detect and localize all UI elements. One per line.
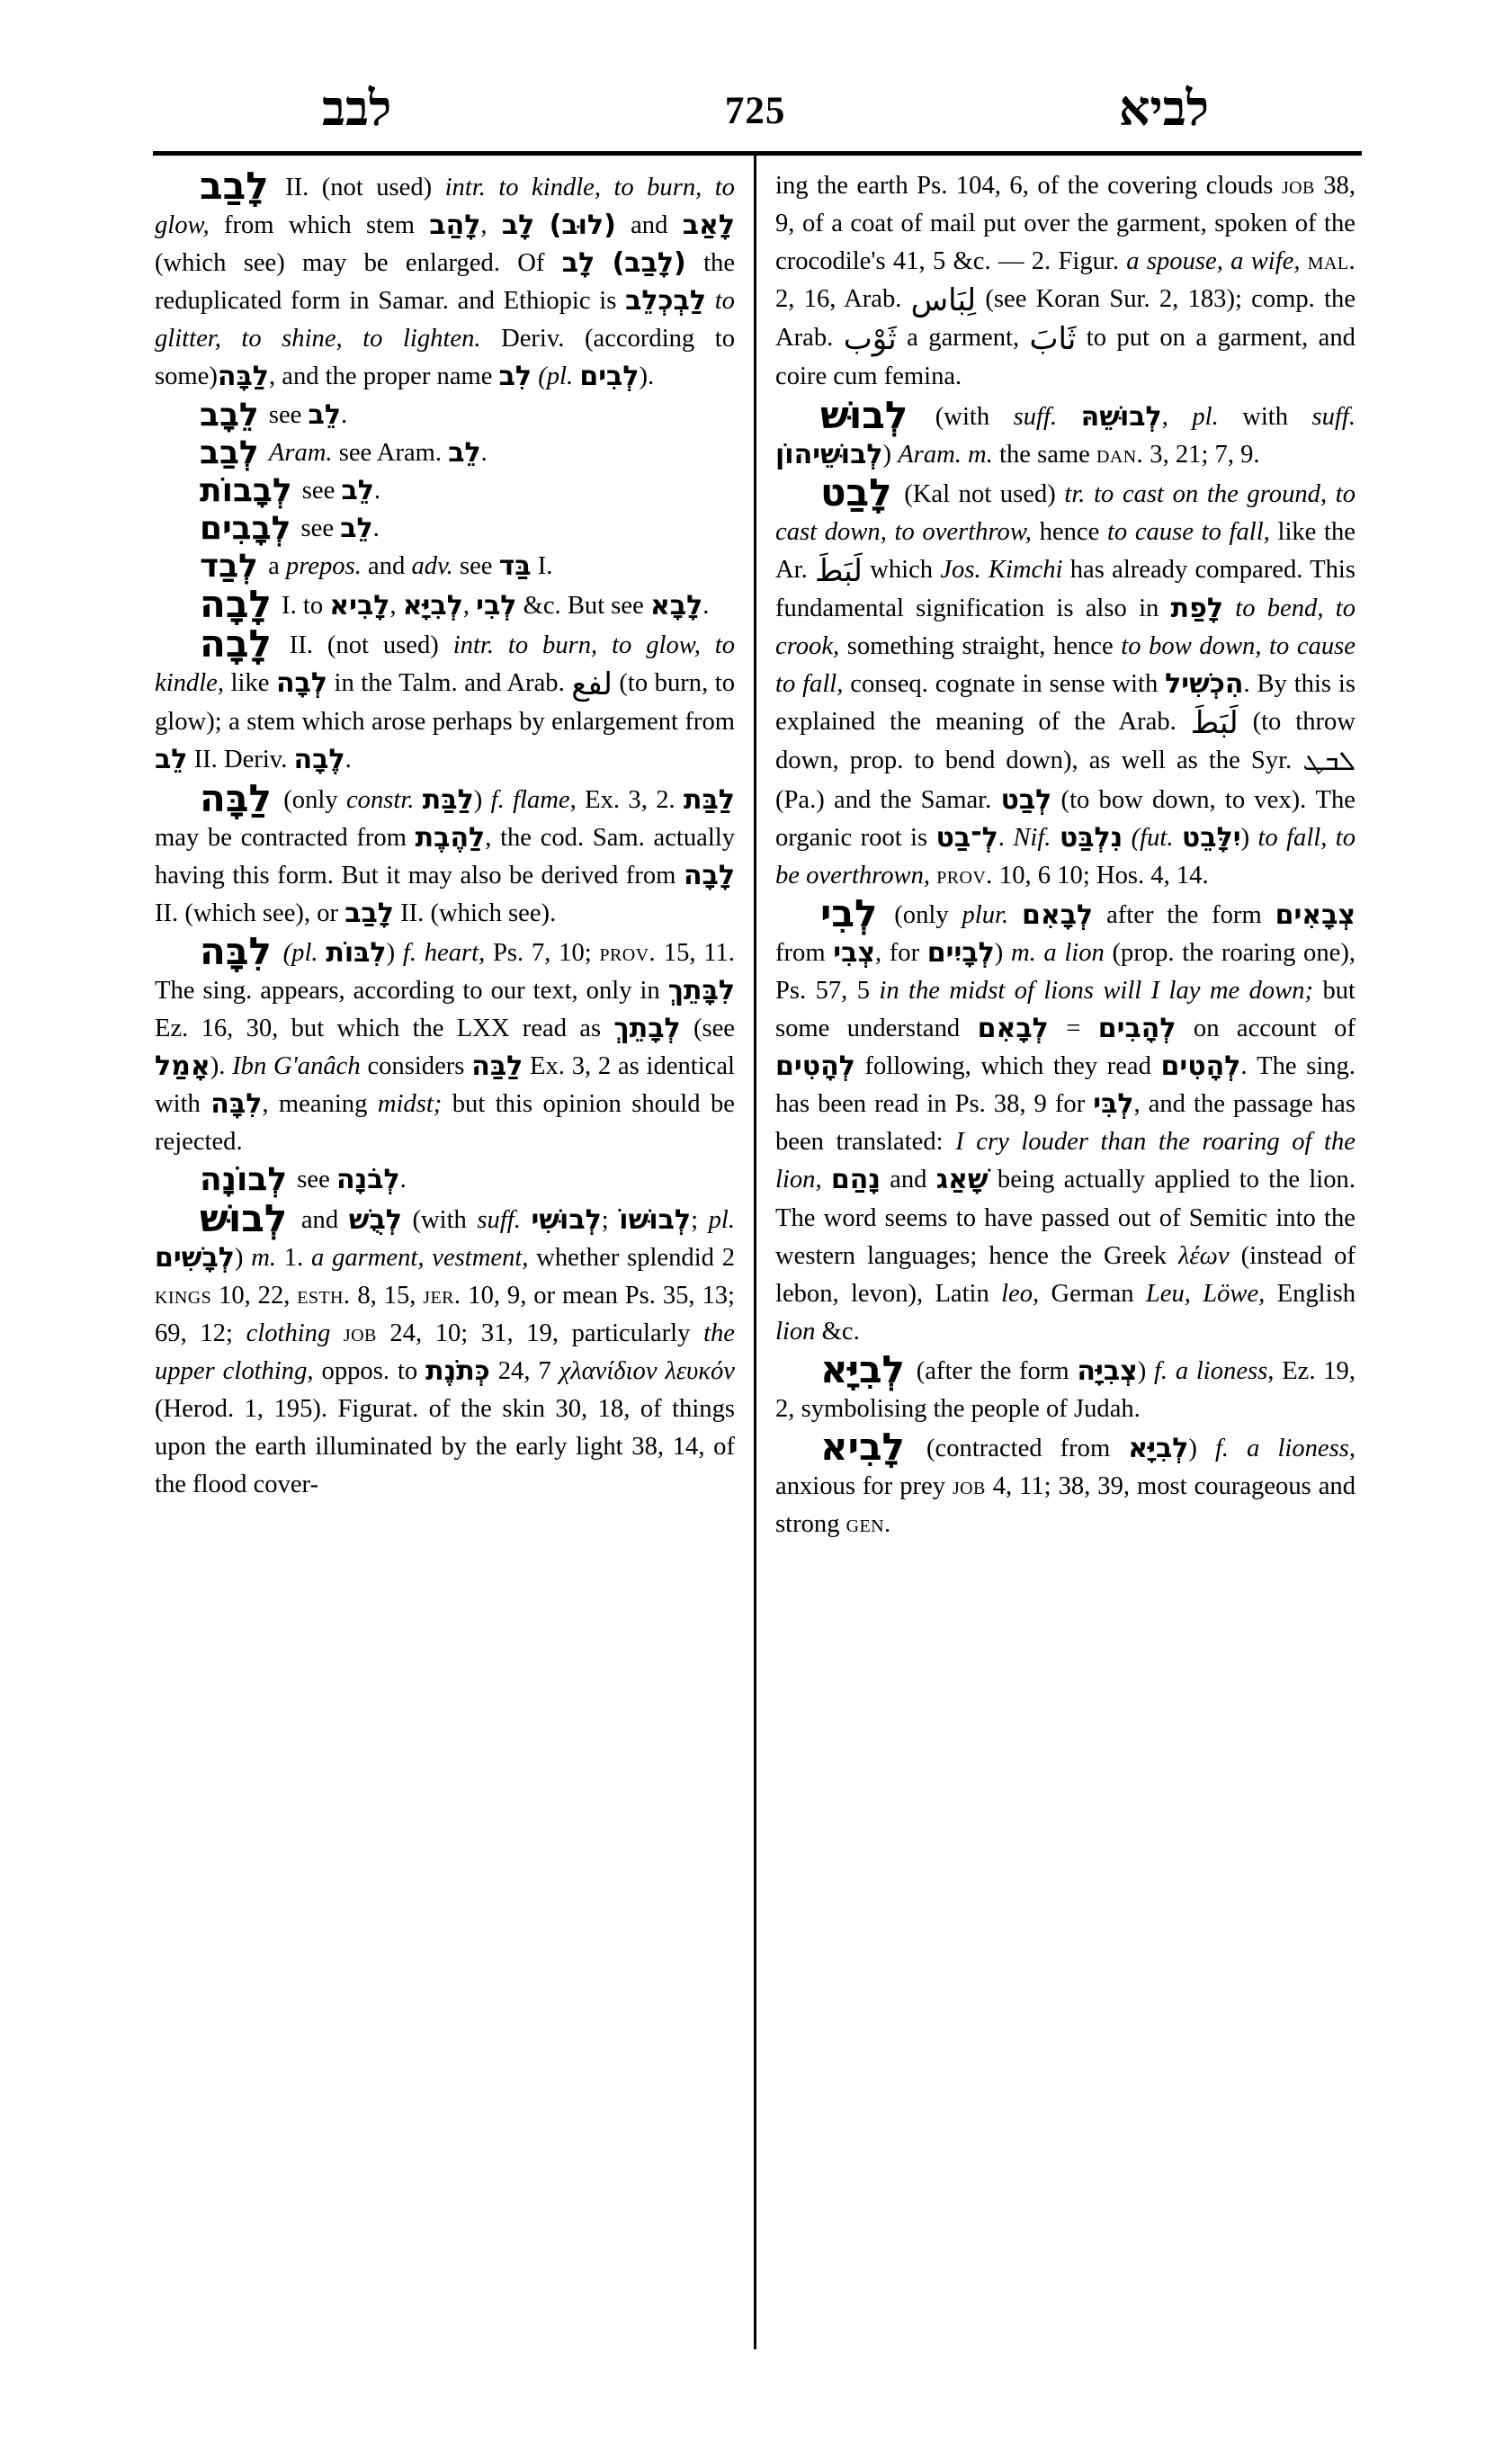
syriac-lbt: ܠܒܛ: [1302, 746, 1355, 778]
entry-text: Ez. 16, 30, but which the LXX read as: [155, 1015, 602, 1043]
arabic-labata: لَبَطَ: [815, 552, 863, 589]
hebrew-libbot: לִבּוֹת: [326, 936, 387, 969]
entry-gloss: to cause to fall,: [1106, 517, 1270, 546]
see-label: see: [300, 514, 335, 542]
entry-text: from which stem: [223, 211, 416, 240]
hebrew-labbah: לַבָּה: [217, 361, 269, 393]
see-label: see: [301, 476, 336, 505]
hebrew-labbat: לַבַּת: [422, 783, 474, 816]
hebrew-tsebaim: צְבָאִים: [1275, 899, 1356, 931]
arabic-thaba: ثَابَ: [1029, 321, 1077, 358]
entry-gloss: m. a lion: [1010, 938, 1105, 967]
entry-lebab-see: [155, 397, 735, 434]
entry-lebabot: [155, 472, 735, 510]
period: .: [373, 476, 381, 505]
entry-text: Ez. 19, 2, symbolising the people of Judah.: [775, 1356, 1355, 1423]
period: .: [702, 592, 710, 621]
lemma-lebiya: לְבִיָּא: [820, 1346, 905, 1391]
entry-text: 38, 9, of a coat of mail put over the garment, spoken of the crocodile's 41, 5 &c. — 2. Figur.: [775, 172, 1355, 276]
entry-text: (to throw down, prop. to bend down), as well as the Syr.: [775, 708, 1355, 775]
german-word: Leu, Löwe,: [1145, 1279, 1266, 1308]
entry-text: to: [302, 592, 324, 621]
latin-word: leo,: [1001, 1279, 1040, 1308]
entry-text: 10, 6 10; Hos. 4, 14.: [998, 861, 1209, 890]
lemma-lebush: לְבוּשׁ: [200, 1195, 288, 1240]
entry-text: but some understand: [775, 976, 1355, 1043]
greek-chlanidion: χλανίδιον λευκόν: [559, 1356, 735, 1385]
entry-labat: [775, 469, 1356, 895]
entry-text: and: [300, 1205, 339, 1234]
hebrew-labi: לָבִיא: [329, 590, 390, 622]
entry-text: (which see), or: [184, 899, 339, 927]
entry-gloss: to fall, to be overthrown,: [775, 823, 1356, 890]
period: .: [399, 1166, 407, 1194]
entry-lebad: [155, 548, 735, 586]
hebrew-lebiya: לְבִיָּא: [402, 590, 463, 622]
lemma-lebabot: לְבָבוֹת: [200, 471, 292, 509]
entry-gloss: f. a lioness,: [1153, 1356, 1275, 1385]
lemma-lebonah: לְבוֹנָה: [200, 1161, 288, 1199]
column-divider: [754, 155, 756, 2349]
entry-text: ).: [639, 362, 655, 391]
entry-text: (not used): [321, 174, 433, 201]
entry-gloss: to bend, to crook,: [775, 595, 1356, 661]
grammar-label: plur.: [962, 900, 1009, 929]
entry-text: (only: [894, 900, 949, 929]
see-label: see Aram.: [338, 438, 443, 467]
paren: ): [1188, 1435, 1197, 1463]
entry-lebonah: [155, 1161, 735, 1199]
entry-gloss: I cry louder than the roaring of the lion,: [775, 1128, 1355, 1194]
entry-text: in the Talm. and Arab.: [334, 669, 565, 698]
grammar-label: suff.: [1013, 402, 1058, 431]
cross-reference-target: לֵב: [448, 436, 481, 469]
entry-text: ing the earth Ps. 104, 6, of the covering clouds: [775, 172, 1274, 200]
entry-text: the same: [999, 440, 1090, 469]
lemma-lebabim: לְבָבִים: [200, 509, 291, 547]
entry-text: (pl.: [282, 938, 318, 967]
lemma-labab-II: לָבַב: [200, 164, 269, 208]
entry-text: something straight, hence: [846, 632, 1114, 661]
paren: ): [386, 938, 396, 967]
hebrew-labbat2: לַבַּת: [684, 783, 735, 816]
hebrew-lebah: לְבָה: [275, 667, 327, 700]
hebrew-lebaim: לְבָאִם: [1022, 899, 1094, 931]
entry-text: (contracted from: [926, 1435, 1111, 1463]
cross-reference-target: לֵב: [341, 474, 374, 506]
entry-text: 24, 7: [497, 1356, 551, 1385]
arabic-thawb: ثَوْب: [843, 321, 897, 358]
author-name: Ibn G'anâch: [232, 1052, 361, 1081]
entry-text: , and the proper name: [268, 362, 493, 391]
entry-text: (after the form: [916, 1356, 1069, 1385]
citation-book: job: [343, 1319, 377, 1347]
hebrew-libbah2: לִבָּה: [210, 1088, 263, 1121]
entry-text: conseq. cognate in sense with: [850, 670, 1159, 699]
entry-text: after the form: [1106, 900, 1262, 929]
entry-text: 15, 11. The sing. appears, according to our text, only in: [155, 938, 735, 1005]
entry-gloss: tr. to cast on the ground, to cast down, to overthrow,: [775, 479, 1355, 546]
hebrew-labab: לָבַב: [344, 897, 394, 929]
entry-text: may be contracted from: [155, 823, 407, 852]
hebrew-lebatek: לְבָתֵךְ: [613, 1013, 681, 1045]
hebrew-labkelab: לַבְכְלֵב: [625, 285, 706, 317]
conjugation-label: Nif.: [1013, 823, 1051, 852]
entry-roman: II.: [193, 746, 218, 774]
entry-text: and: [631, 211, 668, 240]
entry-gloss: clothing: [246, 1319, 331, 1347]
hebrew-lebah-deriv: לֶבָה: [293, 744, 345, 776]
comma: ,: [1161, 402, 1168, 431]
period: .: [340, 400, 348, 429]
lemma-lebi: לְבִי: [820, 890, 878, 935]
entry-text: Ex. 3, 2.: [585, 785, 675, 814]
comma: ,: [389, 592, 397, 621]
hebrew-tsebi: צְבִי: [833, 936, 875, 969]
entry-gloss: f. a lioness,: [1214, 1435, 1356, 1463]
entry-text: Ps. 7, 10;: [493, 938, 592, 967]
entry-text: ).: [210, 1052, 226, 1081]
entry-text: a garment,: [907, 324, 1020, 353]
entry-text: 3, 21; 7, 9.: [1150, 440, 1260, 469]
entry-text: hence: [1039, 517, 1100, 546]
entry-text: considers: [367, 1052, 465, 1081]
left-column: [155, 164, 736, 1504]
period: .: [998, 823, 1005, 852]
hebrew-lebushi: לְבוּשִׁי: [531, 1203, 602, 1236]
entry-gloss: a spouse, a wife,: [1126, 247, 1301, 276]
arabic-labata2: لَبَطَ: [1190, 705, 1239, 742]
paren: ): [473, 785, 483, 814]
entry-gloss: in the midst of lions will I lay me down;: [879, 976, 1314, 1005]
cross-reference-target: לְבֹנָה: [336, 1164, 400, 1196]
entry-text: (not used): [327, 631, 439, 660]
grammar-label: pl.: [708, 1205, 735, 1234]
comma: ,: [462, 592, 470, 621]
lemma-labbah: לַבָּה: [200, 775, 272, 820]
entry-text: German: [1051, 1279, 1134, 1308]
entry-text: . The sing. has been read in Ps. 38, 9 for: [775, 1052, 1356, 1119]
header-rule: [153, 151, 1362, 156]
lemma-libbah: לִבָּה: [200, 928, 272, 973]
entry-gloss: midst;: [377, 1090, 443, 1119]
citation-book: job: [1281, 172, 1315, 200]
entry-gloss: f. heart,: [402, 938, 486, 967]
pos-label: prepos.: [285, 551, 362, 580]
hebrew-lib: לִב: [498, 361, 532, 393]
see-label: see: [268, 400, 302, 429]
hebrew-laab: לָאַב: [682, 210, 736, 242]
hebrew-lebusheihon: לְבוּשֵׁיהוֹן: [775, 438, 883, 470]
entry-text: like the Ar.: [775, 517, 1355, 584]
entry-text: 4, 11; 38, 39, most courageous and strong: [775, 1472, 1355, 1539]
entry-text: but this opinion should be rejected.: [155, 1090, 735, 1157]
hebrew-lahab: לָהַב: [429, 210, 481, 242]
entry-gloss: to bow down, to cause to fall,: [775, 632, 1355, 699]
citation-book: prov.: [599, 938, 656, 967]
entry-text: , meaning: [262, 1090, 368, 1119]
entry-labbah-flame: [155, 775, 735, 933]
entry-text: (pl.: [538, 362, 574, 391]
lemma-lebush-aram: לְבוּשׁ: [820, 392, 908, 437]
language-label: Aram. m.: [898, 440, 993, 469]
citation-book: job: [952, 1472, 986, 1501]
entry-text: with: [1242, 402, 1289, 431]
cross-reference-target: לֵב: [308, 398, 341, 431]
entry-text: (to burn, to glow); a stem which arose perhaps by enlargement from: [155, 669, 735, 737]
running-head: [151, 65, 1362, 136]
entry-gloss: to glitter, to shine, to lighten.: [155, 287, 735, 353]
hebrew-labab: (לָבַב): [612, 247, 686, 280]
arabic-lafaa: لفع: [571, 666, 613, 703]
entry-gloss: the upper clothing,: [155, 1319, 735, 1385]
entry-text: (instead of lebon, levon), Latin: [775, 1241, 1356, 1308]
entry-text: , for: [874, 938, 920, 967]
entry-labab-II: לָבַב II. (not used) intr. to kindle, to burn, to glow, from which stem לָהַב, לָב (לוּב) and לָאַב (which see) may be enlarged. Of לָב (לָבַב) the reduplicated form in Samar. and Ethiopic is לַבְכְלֵב to glitter, to shine, to lighten. Deriv. (according to some)לַבָּה, and the proper name לִב (pl. לְבִים).: [155, 164, 736, 393]
english-word: lion: [775, 1317, 816, 1346]
citation-book: kings: [155, 1281, 212, 1310]
citation-book: mal.: [1307, 247, 1355, 276]
hebrew-labbah2: לַבַּה: [471, 1051, 523, 1083]
hebrew-tsebiyah: צְבִיָּה: [1077, 1355, 1138, 1387]
entry-text: has already compared. This fundamental signification is also in: [775, 555, 1355, 623]
entry-text: (Pa.) and the Samar.: [775, 785, 992, 814]
hebrew-le-bat-root: לְ־בַט: [935, 821, 998, 854]
entry-text: , the cod. Sam. actually having this form. But it may also be derived from: [155, 823, 735, 890]
lemma-labat: לָבַט: [820, 469, 892, 514]
entry-text: (prop. the roaring one), Ps. 57, 5: [775, 938, 1355, 1005]
cross-reference-target: לֵב: [340, 512, 373, 544]
period: .: [480, 438, 488, 467]
citation-book: prov.: [936, 861, 993, 890]
hebrew-lebaim2: לְבָאִם: [977, 1013, 1049, 1045]
entry-gloss: a garment, vestment,: [311, 1243, 529, 1272]
entry-text: a: [268, 551, 280, 580]
hebrew-lebat-samar: לְבַט: [1000, 783, 1052, 816]
entry-roman: I.: [537, 551, 553, 580]
entry-text: like: [230, 669, 270, 698]
entry-text: (see: [693, 1015, 735, 1043]
entry-text: whether splendid 2: [536, 1243, 736, 1272]
hebrew-lehabim: לְהָבִים: [1097, 1013, 1176, 1045]
paren: ): [234, 1243, 244, 1272]
cross-reference-target: לָבָא: [649, 590, 703, 622]
entry-labi: [775, 1425, 1356, 1543]
cross-reference-target: בַּד: [498, 550, 532, 582]
entry-labah-II: [155, 621, 735, 779]
entry-text: and: [368, 551, 406, 580]
period: .: [344, 746, 352, 774]
entry-text: , and the passage has been translated:: [775, 1090, 1356, 1157]
entry-lebiya: [775, 1346, 1355, 1428]
hebrew-naham: נָהַם: [830, 1164, 881, 1196]
lemma-labah-I: לָבָה: [200, 582, 272, 627]
entry-text: (with: [935, 402, 990, 431]
hebrew-lebashim: לְבָשִׁים: [155, 1241, 235, 1274]
entry-text: (see Koran Sur. 2, 183); comp. the Arab.: [775, 285, 1356, 353]
grammar-label: suff.: [1311, 402, 1355, 431]
hebrew-lab: לָב: [501, 210, 535, 242]
paren: ): [1137, 1356, 1147, 1385]
entry-roman: II.: [400, 899, 425, 927]
entry-text: (to bow down, to vex). The organic root is: [775, 785, 1355, 852]
hebrew-labah: לָבָה: [683, 859, 735, 891]
entry-lebush-aram: [775, 392, 1355, 474]
entry-text: &c.: [821, 1317, 860, 1346]
hebrew-amal: אָמַל: [155, 1051, 210, 1083]
lemma-labah-II: לָבָה: [200, 621, 272, 666]
entry-text: following, which they read: [864, 1052, 1151, 1081]
hebrew-ketonet: כְּתֹנֶת: [425, 1355, 490, 1387]
entry-text: 24, 10; 31, 19, particularly: [389, 1319, 691, 1347]
entry-text: (only: [283, 785, 338, 814]
entry-lebi-lion: [775, 890, 1356, 1351]
entry-roman: II.: [155, 899, 179, 927]
entry-text: to put on a garment, and coire cum femina.: [775, 324, 1355, 391]
semicolon: ;: [691, 1205, 699, 1234]
entry-text: (which see).: [430, 899, 557, 927]
entry-text: &c. But see: [523, 592, 644, 621]
entry-text: being actually applied to the lion. The word seems to have passed out of Semitic into the western languages; hence the Greek: [775, 1166, 1355, 1270]
entry-text: oppos. to: [321, 1356, 418, 1385]
entry-text: 10, 9, or mean Ps. 35, 13; 69, 12;: [155, 1281, 735, 1347]
gender-label: m.: [251, 1243, 277, 1272]
entry-text: which: [870, 555, 934, 584]
running-head-left-hebrew: לבב: [322, 82, 392, 136]
hebrew-nilbat: נִלְבַּט: [1059, 821, 1123, 854]
citation-book: esth.: [297, 1281, 351, 1310]
hebrew-lebi: לְבִי: [476, 590, 517, 622]
entry-libbah-heart: [155, 928, 735, 1162]
lemma-lebab: לֵבָב: [200, 396, 259, 434]
hebrew-hikshil: הִכְשִׁיל: [1165, 668, 1244, 701]
see-label: see: [297, 1166, 330, 1194]
entry-lebab-aram: [155, 434, 735, 472]
hebrew-lebusheh: לְבוּשֵׁהּ: [1080, 400, 1162, 433]
period: .: [372, 514, 380, 542]
hebrew-shaag: שָׁאַג: [935, 1164, 989, 1196]
entry-lebush-continuation: [775, 167, 1355, 397]
right-column: [775, 167, 1355, 1543]
entry-roman: II.: [289, 631, 313, 660]
entry-text: the reduplicated form in Samar. and Ethiopic is: [155, 249, 736, 316]
sense-number: 1.: [283, 1243, 304, 1272]
entry-text: on account of: [1193, 1015, 1355, 1043]
lemma-lebad: לְבַד: [200, 547, 258, 585]
entry-text: . By this is explained the meaning of the Arab.: [775, 670, 1355, 737]
grammar-label: constr.: [345, 785, 415, 814]
deriv-label: Deriv.: [223, 746, 288, 774]
hebrew-lafat: לָפַת: [1170, 593, 1223, 625]
hebrew-lahebet: לַהֶבֶת: [415, 821, 486, 854]
entry-roman: I.: [282, 592, 297, 621]
semicolon: ;: [601, 1205, 609, 1234]
hebrew-lebayim: לְבָיִים: [926, 936, 995, 969]
see-label: see: [459, 551, 493, 580]
entry-text: (which see) may be enlarged. Of: [155, 249, 545, 278]
entry-gloss: intr. to kindle, to burn, to glow,: [155, 174, 735, 240]
greek-leon: λέων: [1177, 1241, 1230, 1270]
entry-text: (with: [412, 1205, 467, 1234]
running-head-right-hebrew: לביא: [1118, 82, 1209, 136]
arabic-libas: لِبَاس: [910, 282, 977, 319]
entry-gloss: f. flame,: [490, 785, 577, 814]
entry-labah-I: [155, 582, 735, 627]
paren: ): [994, 938, 1004, 967]
hebrew-lehatim2: לְהָטִים: [1160, 1051, 1241, 1083]
entry-text: (Kal not used): [904, 479, 1056, 508]
grammar-label: (fut.: [1131, 823, 1174, 852]
paren: ): [1240, 823, 1250, 852]
page-number: 725: [724, 90, 786, 132]
hebrew-leb: לֵב: [155, 744, 188, 776]
hebrew-lebiya2: לְבִיָּא: [1128, 1433, 1189, 1465]
citation-book: gen.: [845, 1510, 891, 1539]
hebrew-lebusho: לְבוּשׁוֹ: [619, 1203, 692, 1236]
entry-text: (Herod. 1, 195). Figurat. of the skin 30, 18, of things upon the earth illuminated by the early light 38, 14, of the flood cover-: [155, 1395, 735, 1499]
hebrew-lub: (לוּב): [549, 210, 616, 242]
entry-text: anxious for prey: [775, 1472, 946, 1501]
author-name: Jos. Kimchi: [940, 555, 1063, 584]
entry-text: Ex. 3, 2 as identical with: [155, 1052, 735, 1119]
citation-book: jer.: [423, 1281, 461, 1310]
lemma-lebab-aram: לְבַב: [200, 434, 259, 471]
hebrew-libim: לְבִים: [579, 361, 640, 393]
entry-text: 2, 16, Arab.: [775, 285, 902, 314]
paren: ): [882, 440, 892, 469]
entry-lebabim: [155, 510, 735, 548]
grammar-label: suff.: [477, 1205, 521, 1234]
hebrew-yillabet: יִלָּבֵט: [1181, 821, 1241, 854]
entry-text: 10, 22,: [219, 1281, 291, 1310]
entry-text: 8, 15,: [357, 1281, 416, 1310]
hebrew-lab2: לָב: [561, 247, 595, 280]
entry-roman: II.: [285, 174, 309, 201]
hebrew-lehatim: לְהָטִים: [775, 1051, 855, 1083]
pos-label: adv.: [411, 551, 453, 580]
equals-sign: =: [1066, 1015, 1081, 1043]
language-label: Aram.: [268, 438, 333, 467]
entry-text: and: [890, 1166, 927, 1194]
hebrew-lebush-variant: לְבֻשׁ: [348, 1203, 402, 1236]
hebrew-libbi: לְבִּי: [1093, 1088, 1134, 1121]
grammar-label: pl.: [1192, 402, 1219, 431]
entry-lebush: [155, 1195, 736, 1505]
entry-text: from: [775, 938, 826, 967]
entry-gloss: intr. to burn, to glow, to kindle,: [155, 631, 735, 698]
hebrew-libbatek: לִבָּתֵךְ: [667, 974, 735, 1006]
citation-book: dan.: [1096, 440, 1144, 469]
entry-text: Deriv. (according to some): [155, 325, 735, 391]
entry-text: English: [1276, 1279, 1355, 1308]
lemma-labi: לָבִיא: [820, 1425, 905, 1470]
